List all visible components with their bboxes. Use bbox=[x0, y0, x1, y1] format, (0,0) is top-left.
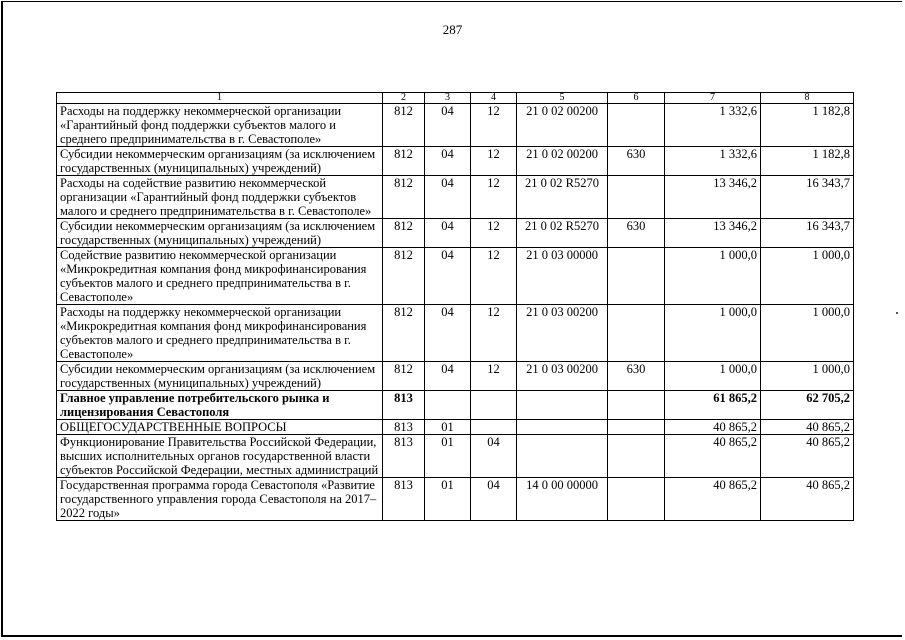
row-section: 04 bbox=[425, 104, 471, 147]
row-subsection bbox=[471, 391, 517, 420]
table-row bbox=[57, 362, 854, 391]
row-section: 01 bbox=[425, 478, 471, 521]
row-ved-code: 812 bbox=[383, 104, 425, 147]
table-row bbox=[57, 420, 854, 435]
row-amount-year1: 40 865,2 bbox=[665, 478, 761, 521]
row-section bbox=[425, 391, 471, 420]
row-amount-year2: 1 182,8 bbox=[761, 104, 854, 147]
table-row bbox=[57, 147, 854, 176]
row-subsection: 12 bbox=[471, 176, 517, 219]
row-section: 04 bbox=[425, 147, 471, 176]
row-target-article: 21 0 03 00200 bbox=[517, 362, 608, 391]
row-section: 01 bbox=[425, 420, 471, 435]
row-target-article bbox=[517, 391, 608, 420]
row-name: Субсидии некоммерческим организациям (за исключением государственных (муниципальных) учреждений) bbox=[57, 362, 383, 391]
table-row bbox=[57, 219, 854, 248]
row-name: Субсидии некоммерческим организациям (за исключением государственных (муниципальных) учреждений) bbox=[57, 147, 383, 176]
col-header: 3 bbox=[425, 93, 471, 104]
row-subsection: 12 bbox=[471, 362, 517, 391]
row-amount-year1: 1 000,0 bbox=[665, 362, 761, 391]
row-subsection: 12 bbox=[471, 104, 517, 147]
col-header: 4 bbox=[471, 93, 517, 104]
row-name: Расходы на содействие развитию некоммерческой организации «Гарантийный фонд поддержки субъектов малого и среднего предпринимательства в г. Севастополе» bbox=[57, 176, 383, 219]
row-expense-type bbox=[608, 176, 665, 219]
row-amount-year1: 1 332,6 bbox=[665, 104, 761, 147]
col-header: 5 bbox=[517, 93, 608, 104]
table-row bbox=[57, 478, 854, 521]
row-name: Главное управление потребительского рынка и лицензирования Севастополя bbox=[57, 391, 383, 420]
row-expense-type bbox=[608, 248, 665, 305]
row-target-article bbox=[517, 435, 608, 478]
scan-speck bbox=[896, 312, 898, 314]
row-subsection: 12 bbox=[471, 305, 517, 362]
row-section: 04 bbox=[425, 248, 471, 305]
col-header: 6 bbox=[608, 93, 665, 104]
row-amount-year1: 40 865,2 bbox=[665, 420, 761, 435]
row-ved-code: 812 bbox=[383, 305, 425, 362]
row-name: Функционирование Правительства Российской Федерации, высших исполнительных органов государственной власти субъектов Российской Федерации, местных администраций bbox=[57, 435, 383, 478]
row-ved-code: 812 bbox=[383, 219, 425, 248]
row-target-article: 21 0 02 00200 bbox=[517, 104, 608, 147]
row-amount-year1: 1 000,0 bbox=[665, 248, 761, 305]
row-subsection: 12 bbox=[471, 147, 517, 176]
row-amount-year2: 1 000,0 bbox=[761, 362, 854, 391]
row-amount-year2: 1 000,0 bbox=[761, 305, 854, 362]
row-subsection: 12 bbox=[471, 248, 517, 305]
row-expense-type bbox=[608, 391, 665, 420]
row-section: 04 bbox=[425, 362, 471, 391]
row-expense-type bbox=[608, 420, 665, 435]
row-ved-code: 813 bbox=[383, 420, 425, 435]
row-ved-code: 812 bbox=[383, 248, 425, 305]
budget-table bbox=[56, 92, 854, 521]
row-ved-code: 812 bbox=[383, 176, 425, 219]
row-name: ОБЩЕГОСУДАРСТВЕННЫЕ ВОПРОСЫ bbox=[57, 420, 383, 435]
header-row bbox=[57, 93, 854, 104]
table-row bbox=[57, 305, 854, 362]
row-target-article: 21 0 02 R5270 bbox=[517, 219, 608, 248]
col-header: 8 bbox=[761, 93, 854, 104]
col-header: 1 bbox=[57, 93, 383, 104]
row-amount-year1: 13 346,2 bbox=[665, 176, 761, 219]
table-row bbox=[57, 104, 854, 147]
row-expense-type bbox=[608, 305, 665, 362]
row-name: Государственная программа города Севастополя «Развитие государственного управления города Севастополя на 2017–2022 годы» bbox=[57, 478, 383, 521]
table-row bbox=[57, 248, 854, 305]
row-target-article: 21 0 03 00200 bbox=[517, 305, 608, 362]
row-ved-code: 812 bbox=[383, 362, 425, 391]
row-expense-type bbox=[608, 478, 665, 521]
row-amount-year1: 61 865,2 bbox=[665, 391, 761, 420]
row-ved-code: 813 bbox=[383, 478, 425, 521]
col-header: 7 bbox=[665, 93, 761, 104]
row-name: Содействие развитию некоммерческой организации «Микрокредитная компания фонд микрофинансирования субъектов малого и среднего предпринимательства в г. Севастополе» bbox=[57, 248, 383, 305]
row-section: 01 bbox=[425, 435, 471, 478]
row-subsection: 04 bbox=[471, 478, 517, 521]
row-name: Расходы на поддержку некоммерческой организации «Микрокредитная компания фонд микрофинансирования субъектов малого и среднего предпринимательства в г. Севастополе» bbox=[57, 305, 383, 362]
row-name: Субсидии некоммерческим организациям (за исключением государственных (муниципальных) учреждений) bbox=[57, 219, 383, 248]
row-ved-code: 813 bbox=[383, 391, 425, 420]
page-number: 287 bbox=[442, 22, 463, 37]
row-name: Расходы на поддержку некоммерческой организации «Гарантийный фонд поддержки субъектов малого и среднего предпринимательства в г. Севастополе» bbox=[57, 104, 383, 147]
row-subsection: 12 bbox=[471, 219, 517, 248]
row-ved-code: 813 bbox=[383, 435, 425, 478]
row-amount-year2: 62 705,2 bbox=[761, 391, 854, 420]
row-subsection: 04 bbox=[471, 435, 517, 478]
row-amount-year2: 40 865,2 bbox=[761, 478, 854, 521]
row-amount-year1: 1 332,6 bbox=[665, 147, 761, 176]
row-target-article: 14 0 00 00000 bbox=[517, 478, 608, 521]
row-amount-year2: 16 343,7 bbox=[761, 219, 854, 248]
row-expense-type bbox=[608, 435, 665, 478]
row-target-article: 21 0 03 00000 bbox=[517, 248, 608, 305]
row-amount-year1: 1 000,0 bbox=[665, 305, 761, 362]
table-row bbox=[57, 176, 854, 219]
row-target-article bbox=[517, 420, 608, 435]
row-ved-code: 812 bbox=[383, 147, 425, 176]
table-row bbox=[57, 391, 854, 420]
row-expense-type: 630 bbox=[608, 219, 665, 248]
row-expense-type: 630 bbox=[608, 362, 665, 391]
row-amount-year2: 16 343,7 bbox=[761, 176, 854, 219]
row-amount-year2: 1 182,8 bbox=[761, 147, 854, 176]
row-amount-year2: 1 000,0 bbox=[761, 248, 854, 305]
table-row bbox=[57, 435, 854, 478]
row-section: 04 bbox=[425, 219, 471, 248]
row-subsection bbox=[471, 420, 517, 435]
row-section: 04 bbox=[425, 305, 471, 362]
row-amount-year2: 40 865,2 bbox=[761, 435, 854, 478]
row-expense-type: 630 bbox=[608, 147, 665, 176]
row-target-article: 21 0 02 00200 bbox=[517, 147, 608, 176]
row-section: 04 bbox=[425, 176, 471, 219]
row-expense-type bbox=[608, 104, 665, 147]
row-amount-year1: 40 865,2 bbox=[665, 435, 761, 478]
row-amount-year2: 40 865,2 bbox=[761, 420, 854, 435]
row-amount-year1: 13 346,2 bbox=[665, 219, 761, 248]
row-target-article: 21 0 02 R5270 bbox=[517, 176, 608, 219]
col-header: 2 bbox=[383, 93, 425, 104]
